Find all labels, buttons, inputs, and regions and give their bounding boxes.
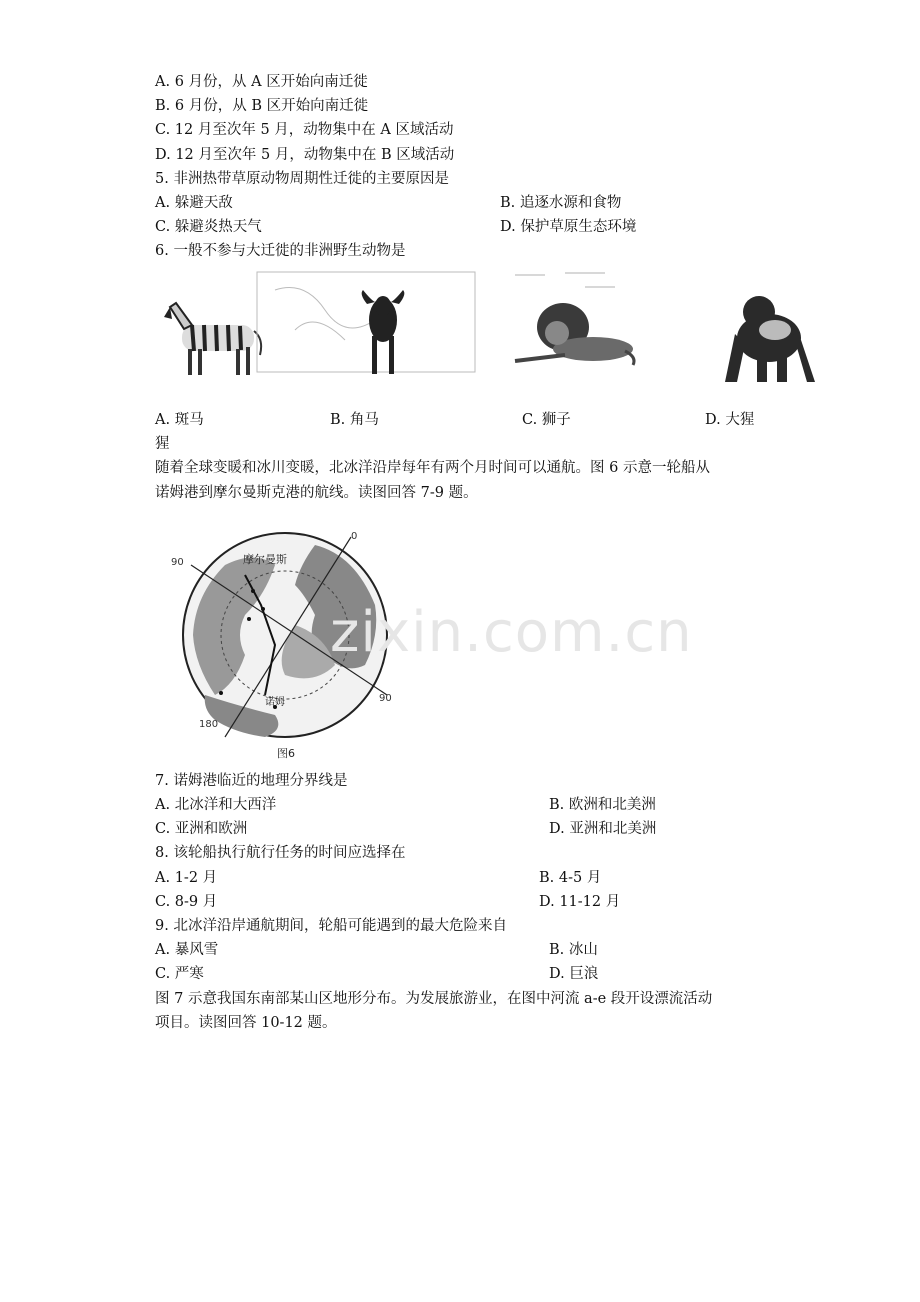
q6-stem: 6. 一般不参与大迁徙的非洲野生动物是 bbox=[155, 243, 406, 259]
gorilla-image bbox=[715, 290, 820, 385]
q8-option-a: A. 1-2 月 bbox=[155, 870, 218, 886]
intro-7-9-line-1: 随着全球变暖和冰川变暖，北冰洋沿岸每年有两个月时间可以通航。图 6 示意一轮船从 bbox=[155, 460, 710, 476]
q5-option-d: D. 保护草原生态环境 bbox=[500, 219, 637, 235]
map-label-180: 180 bbox=[199, 719, 219, 730]
q4-option-a: A. 6 月份，从 A 区开始向南迁徙 bbox=[155, 74, 368, 90]
q5-stem: 5. 非洲热带草原动物周期性迁徙的主要原因是 bbox=[155, 171, 449, 187]
q6-option-d: D. 大猩 bbox=[705, 412, 755, 428]
q9-stem: 9. 北冰洋沿岸通航期间，轮船可能遇到的最大危险来自 bbox=[155, 918, 507, 934]
q8-option-b: B. 4-5 月 bbox=[539, 870, 602, 886]
q5-option-a: A. 躲避天敌 bbox=[155, 195, 233, 211]
q6-option-a: A. 斑马 bbox=[155, 412, 204, 428]
q4-option-d: D. 12 月至次年 5 月，动物集中在 B 区域活动 bbox=[155, 147, 455, 163]
wildebeest-image bbox=[255, 270, 480, 380]
q9-option-a: A. 暴风雪 bbox=[155, 942, 219, 958]
q5-option-b: B. 追逐水源和食物 bbox=[500, 195, 622, 211]
q4-option-c: C. 12 月至次年 5 月，动物集中在 A 区域活动 bbox=[155, 122, 454, 138]
map-label-murmansk: 摩尔曼斯 bbox=[243, 553, 287, 566]
intro-10-12-line-1: 图 7 示意我国东南部某山区地形分布。为发展旅游业，在图中河流 a-e 段开设漂流活动 bbox=[155, 991, 713, 1007]
q5-option-c: C. 躲避炎热天气 bbox=[155, 219, 262, 235]
q8-option-c: C. 8-9 月 bbox=[155, 894, 218, 910]
q8-stem: 8. 该轮船执行航行任务的时间应选择在 bbox=[155, 845, 406, 861]
q7-stem: 7. 诺姆港临近的地理分界线是 bbox=[155, 773, 348, 789]
q7-option-b: B. 欧洲和北美洲 bbox=[549, 797, 656, 813]
intro-10-12-line-2: 项目。读图回答 10-12 题。 bbox=[155, 1015, 337, 1031]
q9-option-d: D. 巨浪 bbox=[549, 966, 599, 982]
map-label-90-left: 90 bbox=[171, 557, 184, 568]
q8-option-d: D. 11-12 月 bbox=[539, 894, 621, 910]
q4-option-b: B. 6 月份，从 B 区开始向南迁徙 bbox=[155, 98, 369, 114]
q7-option-c: C. 亚洲和欧洲 bbox=[155, 821, 248, 837]
q7-option-d: D. 亚洲和北美洲 bbox=[549, 821, 657, 837]
lion-image bbox=[505, 265, 665, 380]
q9-option-b: B. 冰山 bbox=[549, 942, 598, 958]
map-label-nome: 诺姆 bbox=[265, 697, 285, 708]
q6-option-d-wrap: 猩 bbox=[155, 436, 170, 452]
map-label-0: 0 bbox=[351, 531, 358, 542]
q7-option-a: A. 北冰洋和大西洋 bbox=[155, 797, 277, 813]
q6-option-c: C. 狮子 bbox=[522, 412, 571, 428]
q9-option-c: C. 严寒 bbox=[155, 966, 204, 982]
map-caption: 图6 bbox=[277, 747, 295, 760]
intro-7-9-line-2: 诺姆港到摩尔曼斯克港的航线。读图回答 7-9 题。 bbox=[155, 485, 478, 501]
watermark: zixin.com.cn bbox=[330, 600, 693, 665]
q6-option-b: B. 角马 bbox=[330, 412, 379, 428]
map-label-90-right: 90 bbox=[379, 693, 392, 704]
